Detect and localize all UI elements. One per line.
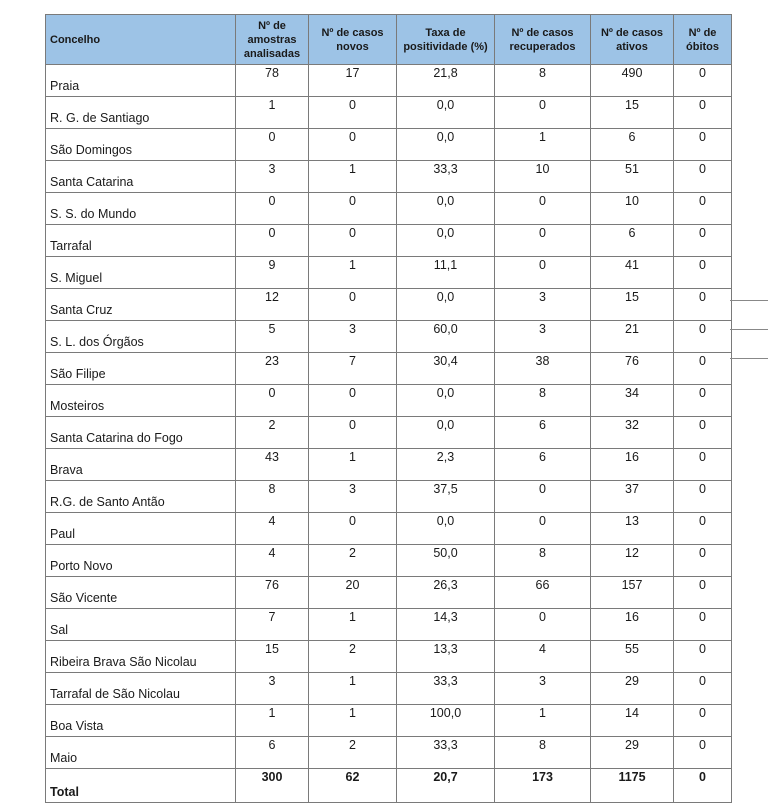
cell-taxa-positividade: 100,0 [397, 705, 495, 737]
cell-ativos: 51 [591, 161, 674, 193]
stray-line [730, 329, 768, 330]
cell-casos-novos: 0 [309, 97, 397, 129]
cell-concelho: Santa Catarina [46, 161, 236, 193]
cell-taxa-positividade: 26,3 [397, 577, 495, 609]
cell-concelho: S. L. dos Órgãos [46, 321, 236, 353]
cell-taxa-positividade: 33,3 [397, 673, 495, 705]
cell-obitos: 0 [674, 545, 732, 577]
cell-obitos: 0 [674, 129, 732, 161]
cell-ativos: 29 [591, 737, 674, 769]
cell-casos-novos: 0 [309, 225, 397, 257]
col-header-concelho: Concelho [46, 15, 236, 65]
cell-obitos: 0 [674, 641, 732, 673]
cell-taxa-positividade: 0,0 [397, 193, 495, 225]
cell-ativos: 55 [591, 641, 674, 673]
table-row [46, 417, 732, 449]
cell-ativos: 15 [591, 97, 674, 129]
cell-taxa-positividade: 13,3 [397, 641, 495, 673]
cell-concelho: R. G. de Santiago [46, 97, 236, 129]
cell-ativos: 10 [591, 193, 674, 225]
cell-concelho: S. S. do Mundo [46, 193, 236, 225]
cell-amostras: 0 [236, 129, 309, 161]
cell-amostras: 8 [236, 481, 309, 513]
cell-recuperados: 3 [495, 673, 591, 705]
cell-taxa-positividade: 37,5 [397, 481, 495, 513]
cell-recuperados: 8 [495, 737, 591, 769]
col-header-amostras: Nº de amostras analisadas [236, 15, 309, 65]
cell-recuperados: 66 [495, 577, 591, 609]
cell-recuperados: 8 [495, 65, 591, 97]
cell-concelho: Brava [46, 449, 236, 481]
cell-ativos: 12 [591, 545, 674, 577]
cell-amostras: 1 [236, 97, 309, 129]
cell-casos-novos: 20 [309, 577, 397, 609]
cell-concelho: Maio [46, 737, 236, 769]
cell-casos-novos: 1 [309, 609, 397, 641]
cell-casos-novos: 2 [309, 641, 397, 673]
cell-amostras: 15 [236, 641, 309, 673]
cell-obitos: 0 [674, 65, 732, 97]
covid-concelho-table [45, 14, 732, 803]
cell-ativos: 6 [591, 129, 674, 161]
cell-casos-novos: 0 [309, 193, 397, 225]
cell-casos-novos: 0 [309, 129, 397, 161]
cell-amostras: 5 [236, 321, 309, 353]
cell-taxa-positividade: 0,0 [397, 513, 495, 545]
cell-amostras: 9 [236, 257, 309, 289]
cell-taxa-positividade: 0,0 [397, 97, 495, 129]
cell-casos-novos: 1 [309, 673, 397, 705]
cell-taxa-positividade: 0,0 [397, 385, 495, 417]
cell-recuperados: 0 [495, 513, 591, 545]
cell-concelho: São Vicente [46, 577, 236, 609]
cell-obitos: 0 [674, 673, 732, 705]
cell-taxa-positividade: 2,3 [397, 449, 495, 481]
cell-taxa-positividade: 0,0 [397, 225, 495, 257]
cell-obitos: 0 [674, 577, 732, 609]
cell-ativos: 37 [591, 481, 674, 513]
cell-recuperados: 1 [495, 129, 591, 161]
table-row [46, 129, 732, 161]
cell-recuperados: 8 [495, 385, 591, 417]
table-row [46, 385, 732, 417]
cell-concelho: São Domingos [46, 129, 236, 161]
cell-concelho: R.G. de Santo Antão [46, 481, 236, 513]
cell-casos-novos: 0 [309, 289, 397, 321]
table-row [46, 705, 732, 737]
cell-casos-novos: 0 [309, 385, 397, 417]
cell-casos-novos: 1 [309, 705, 397, 737]
cell-recuperados: 4 [495, 641, 591, 673]
total-taxa-positividade: 20,7 [397, 769, 495, 803]
cell-ativos: 490 [591, 65, 674, 97]
cell-recuperados: 0 [495, 257, 591, 289]
total-ativos: 1175 [591, 769, 674, 803]
cell-taxa-positividade: 33,3 [397, 737, 495, 769]
cell-obitos: 0 [674, 705, 732, 737]
cell-recuperados: 0 [495, 609, 591, 641]
cell-concelho: Tarrafal de São Nicolau [46, 673, 236, 705]
cell-concelho: S. Miguel [46, 257, 236, 289]
cell-concelho: Porto Novo [46, 545, 236, 577]
cell-ativos: 16 [591, 449, 674, 481]
cell-obitos: 0 [674, 97, 732, 129]
cell-recuperados: 0 [495, 225, 591, 257]
cell-amostras: 23 [236, 353, 309, 385]
cell-obitos: 0 [674, 257, 732, 289]
cell-casos-novos: 7 [309, 353, 397, 385]
cell-casos-novos: 3 [309, 481, 397, 513]
cell-obitos: 0 [674, 609, 732, 641]
cell-recuperados: 6 [495, 449, 591, 481]
cell-obitos: 0 [674, 481, 732, 513]
cell-taxa-positividade: 33,3 [397, 161, 495, 193]
cell-casos-novos: 1 [309, 257, 397, 289]
cell-taxa-positividade: 11,1 [397, 257, 495, 289]
table-row [46, 641, 732, 673]
cell-amostras: 1 [236, 705, 309, 737]
cell-amostras: 7 [236, 609, 309, 641]
cell-ativos: 14 [591, 705, 674, 737]
header-row [46, 15, 732, 65]
cell-taxa-positividade: 0,0 [397, 289, 495, 321]
cell-obitos: 0 [674, 513, 732, 545]
cell-amostras: 0 [236, 193, 309, 225]
cell-ativos: 29 [591, 673, 674, 705]
cell-concelho: Santa Catarina do Fogo [46, 417, 236, 449]
stray-line [730, 300, 768, 301]
cell-concelho: Paul [46, 513, 236, 545]
table-row [46, 737, 732, 769]
col-header-ativos: Nº de casos ativos [591, 15, 674, 65]
table-body [46, 65, 732, 803]
table-row [46, 257, 732, 289]
col-header-obitos: Nº de óbitos [674, 15, 732, 65]
cell-ativos: 21 [591, 321, 674, 353]
cell-amostras: 6 [236, 737, 309, 769]
cell-casos-novos: 2 [309, 545, 397, 577]
cell-amostras: 76 [236, 577, 309, 609]
col-header-taxa-positividade: Taxa de positividade (%) [397, 15, 495, 65]
cell-casos-novos: 0 [309, 417, 397, 449]
cell-obitos: 0 [674, 449, 732, 481]
cell-amostras: 4 [236, 513, 309, 545]
cell-casos-novos: 17 [309, 65, 397, 97]
cell-recuperados: 10 [495, 161, 591, 193]
cell-amostras: 0 [236, 385, 309, 417]
cell-amostras: 4 [236, 545, 309, 577]
table-row [46, 225, 732, 257]
cell-taxa-positividade: 30,4 [397, 353, 495, 385]
cell-ativos: 157 [591, 577, 674, 609]
cell-amostras: 3 [236, 161, 309, 193]
cell-recuperados: 6 [495, 417, 591, 449]
cell-obitos: 0 [674, 737, 732, 769]
total-recuperados: 173 [495, 769, 591, 803]
cell-amostras: 0 [236, 225, 309, 257]
table-row [46, 545, 732, 577]
cell-recuperados: 0 [495, 97, 591, 129]
cell-amostras: 3 [236, 673, 309, 705]
cell-ativos: 16 [591, 609, 674, 641]
cell-taxa-positividade: 0,0 [397, 417, 495, 449]
cell-concelho: Boa Vista [46, 705, 236, 737]
stray-line [730, 358, 768, 359]
cell-taxa-positividade: 60,0 [397, 321, 495, 353]
cell-obitos: 0 [674, 353, 732, 385]
table-row [46, 449, 732, 481]
total-casos-novos: 62 [309, 769, 397, 803]
cell-taxa-positividade: 21,8 [397, 65, 495, 97]
table-row [46, 193, 732, 225]
cell-recuperados: 0 [495, 193, 591, 225]
cell-ativos: 32 [591, 417, 674, 449]
cell-obitos: 0 [674, 225, 732, 257]
cell-ativos: 76 [591, 353, 674, 385]
total-row [46, 769, 732, 803]
cell-obitos: 0 [674, 161, 732, 193]
total-amostras: 300 [236, 769, 309, 803]
cell-concelho: Sal [46, 609, 236, 641]
cell-obitos: 0 [674, 193, 732, 225]
cell-ativos: 34 [591, 385, 674, 417]
cell-recuperados: 0 [495, 481, 591, 513]
cell-concelho: Praia [46, 65, 236, 97]
cell-recuperados: 3 [495, 321, 591, 353]
cell-recuperados: 38 [495, 353, 591, 385]
table-row [46, 513, 732, 545]
cell-ativos: 15 [591, 289, 674, 321]
cell-casos-novos: 1 [309, 449, 397, 481]
cell-concelho: Tarrafal [46, 225, 236, 257]
total-concelho: Total [46, 769, 236, 803]
cell-casos-novos: 1 [309, 161, 397, 193]
table-row [46, 481, 732, 513]
cell-taxa-positividade: 50,0 [397, 545, 495, 577]
table-row [46, 65, 732, 97]
cell-taxa-positividade: 0,0 [397, 129, 495, 161]
cell-concelho: São Filipe [46, 353, 236, 385]
col-header-recuperados: Nº de casos recuperados [495, 15, 591, 65]
table-row [46, 321, 732, 353]
table-row [46, 609, 732, 641]
cell-obitos: 0 [674, 289, 732, 321]
cell-amostras: 43 [236, 449, 309, 481]
cell-amostras: 12 [236, 289, 309, 321]
cell-obitos: 0 [674, 417, 732, 449]
cell-concelho: Santa Cruz [46, 289, 236, 321]
cell-concelho: Mosteiros [46, 385, 236, 417]
cell-taxa-positividade: 14,3 [397, 609, 495, 641]
cell-recuperados: 8 [495, 545, 591, 577]
cell-recuperados: 3 [495, 289, 591, 321]
col-header-casos-novos: Nº de casos novos [309, 15, 397, 65]
cell-concelho: Ribeira Brava São Nicolau [46, 641, 236, 673]
total-obitos: 0 [674, 769, 732, 803]
cell-obitos: 0 [674, 385, 732, 417]
cell-ativos: 13 [591, 513, 674, 545]
table-row [46, 161, 732, 193]
cell-ativos: 41 [591, 257, 674, 289]
cell-amostras: 78 [236, 65, 309, 97]
table-row [46, 577, 732, 609]
table-row [46, 289, 732, 321]
cell-casos-novos: 3 [309, 321, 397, 353]
cell-obitos: 0 [674, 321, 732, 353]
cell-casos-novos: 0 [309, 513, 397, 545]
table-row [46, 353, 732, 385]
cell-recuperados: 1 [495, 705, 591, 737]
cell-ativos: 6 [591, 225, 674, 257]
table-row [46, 97, 732, 129]
table-row [46, 673, 732, 705]
cell-amostras: 2 [236, 417, 309, 449]
cell-casos-novos: 2 [309, 737, 397, 769]
